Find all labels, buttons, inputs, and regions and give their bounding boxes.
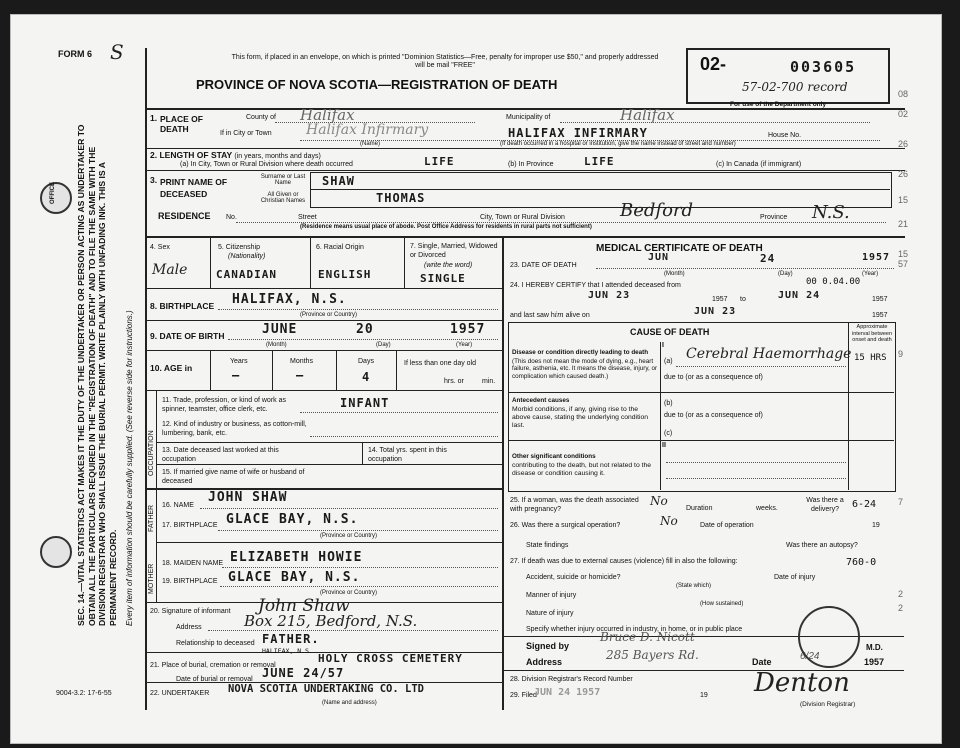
birthplace-caption: (Province or Country)	[300, 312, 358, 318]
q21-label: 21. Place of burial, cremation or removal	[150, 662, 276, 669]
address-line	[208, 630, 498, 631]
margin-mark: 15	[898, 249, 909, 259]
age-years-label: Years	[230, 358, 248, 365]
q18-line	[222, 567, 498, 568]
residence-province-value: N.S.	[812, 202, 850, 223]
last-saw-label	[510, 312, 590, 319]
death-day: 24	[760, 252, 776, 265]
burial-date-label: Date of burial or removal	[176, 676, 253, 683]
other-line-2	[666, 478, 846, 479]
relationship-value: FATHER.	[262, 632, 320, 646]
q15-label: 15. If married give name of wife or husband of deceased	[162, 469, 305, 485]
name-grid-mid	[310, 189, 890, 190]
age-div-3	[336, 350, 337, 390]
rule-7	[145, 350, 502, 351]
q26-label: 26. Was there a surgical operation?	[510, 522, 621, 529]
part-1: I	[662, 342, 664, 349]
mother-side-text: MOTHER	[148, 563, 155, 594]
side-instructions-2-text: Every item of information should be carefully supplied. (See reverse side for instructions.)	[125, 310, 134, 626]
weeks-label: weeks.	[756, 505, 778, 512]
age-months-label: Months	[290, 358, 313, 365]
sex-value: Male	[152, 262, 188, 278]
stay-sub: (in years, months and days)	[234, 153, 321, 160]
informant-address: Box 215, Bedford, N.S.	[244, 612, 418, 630]
q23-label: 23. DATE OF DEATH	[510, 262, 577, 269]
q25-label: 25. If a woman, was the death associated with pregnancy?	[510, 497, 639, 513]
municipality-label: Municipality of	[506, 114, 551, 121]
cause-label-div	[660, 342, 661, 490]
rule-8	[145, 390, 502, 391]
last-saw-prefix: and last saw h	[510, 312, 555, 319]
q19-label: 19. BIRTHPLACE	[162, 578, 218, 585]
death-month-caption: (Month)	[664, 271, 685, 277]
q11-label: 11. Trade, profession, or kind of work as spinner, teamster, office clerk, etc.	[162, 397, 286, 413]
birthplace-value: HALIFAX, N.S.	[232, 292, 347, 307]
father-province-caption: (Province or Country)	[320, 533, 378, 539]
q24-label: 24. I HEREBY CERTIFY that I attended deceased from	[510, 282, 681, 289]
cause-rule-1	[508, 392, 894, 393]
father-side-text: FATHER	[148, 504, 155, 532]
death-day-caption: (Day)	[778, 271, 793, 277]
birthplace-line	[218, 309, 498, 310]
age-days: 4	[362, 370, 371, 384]
death-year: 1957	[862, 252, 891, 263]
manner-label: Manner of injury	[526, 592, 577, 599]
other-label: Other significant conditions	[512, 453, 596, 460]
surgical-value: No	[660, 514, 678, 528]
informant-address-label: Address	[176, 624, 202, 631]
margin-mark: 26	[898, 169, 909, 179]
form-code: 9004-3.2: 17-6-55	[56, 690, 112, 697]
dob-day-caption: (Day)	[376, 342, 391, 348]
physician-address: 285 Bayers Rd.	[606, 648, 699, 662]
institution-caption: (If death occurred in a hospital or institution, give the name instead of street and number)	[500, 141, 736, 147]
delivery-label: Was there a delivery?	[806, 497, 844, 513]
sig-date-label: Date	[752, 657, 772, 667]
mailing-notice: This form, if placed in an envelope, on which is printed "Dominion Statistics—Free, penalty for improper use $50," and properly addressed will be mail "FREE"	[231, 54, 659, 69]
marital-sub: (write the word)	[424, 262, 473, 269]
last-saw-date: JUN 23	[694, 306, 737, 317]
to-date: JUN 24	[778, 290, 821, 301]
cause-title: CAUSE OF DEATH	[630, 327, 710, 337]
registration-number: 003605	[790, 58, 857, 76]
cause-a-line	[676, 366, 846, 367]
municipality-line	[560, 122, 870, 123]
margin-mark: 7	[898, 497, 904, 507]
margin-mark: 9	[898, 349, 904, 359]
binder-hole-top	[40, 182, 72, 214]
stay-a-label: (a) In City, Town or Rural Division where death occurred	[180, 161, 353, 168]
mother-side-label	[146, 564, 157, 594]
age-months: —	[296, 368, 305, 382]
rule-3	[145, 170, 905, 171]
margin-mark: 57	[898, 259, 909, 269]
given-value: THOMAS	[376, 191, 426, 205]
citizenship-value: CANADIAN	[216, 268, 277, 281]
margin-mark: 2	[898, 603, 904, 613]
delivery-value: 6-24	[852, 499, 877, 510]
q27-label: 27. If death was due to external causes (violence) fill in also the following:	[510, 558, 738, 565]
dob-year: 1957	[450, 322, 486, 337]
citizenship-sub: (Nationality)	[228, 253, 266, 260]
operation-year: 19	[872, 522, 880, 529]
place-label: PLACE OF DEATH	[160, 114, 203, 134]
q16-label: 16. NAME	[162, 502, 194, 509]
rule-4	[145, 236, 905, 238]
margin-mark: 02	[898, 109, 909, 119]
last-saw-suffix: im	[554, 311, 564, 319]
residence-city-value: Bedford	[620, 200, 694, 221]
q12-label: 12. Kind of industry or business, as cotton-mill, lumbering, bank, etc.	[162, 421, 307, 437]
margin-mark: 08	[898, 89, 909, 99]
part-2: II	[662, 442, 666, 449]
dob-year-caption: (Year)	[456, 342, 473, 348]
deceased-label: PRINT NAME OF DECEASED	[160, 177, 228, 199]
sig-date: 6/24	[800, 651, 820, 662]
margin-mark: 15	[898, 195, 909, 205]
state-findings-label: State findings	[526, 542, 569, 549]
antecedent-note: Morbid conditions, if any, giving rise to the above cause, stating the underlying condition last.	[512, 406, 649, 429]
q14-label: 14. Total yrs. spent in this occupation	[368, 447, 447, 463]
undertaker-name: NOVA SCOTIA UNDERTAKING CO. LTD	[228, 683, 424, 695]
undertaker-caption: (Name and address)	[322, 700, 377, 706]
given-label: All Given or Christian Names	[260, 192, 306, 204]
q22-label: 22. UNDERTAKER	[150, 690, 210, 697]
county-label: County of	[246, 114, 276, 121]
margin-mark: 2	[898, 589, 904, 599]
sex-label: 4. Sex	[150, 244, 170, 251]
margin-mark: 21	[898, 219, 909, 229]
rule-1	[145, 108, 905, 110]
death-line	[596, 268, 894, 269]
rule-10	[156, 464, 502, 465]
binder-hole-bottom	[40, 536, 72, 568]
nature-label: Nature of injury	[526, 610, 574, 617]
pregnancy-value: No	[650, 494, 668, 508]
city-value: Halifax Infirmary	[306, 122, 429, 138]
interval-header: Approximate interval between onset and death	[851, 324, 893, 343]
side-instructions-text: SEC. 14.—VITAL STATISTICS ACT MAKES IT THE DUTY OF THE UNDERTAKER OR PERSON ACTING AS UNDERTAKER TO OBTAIN ALL THE PARTICULARS REQUIRED IN THE "REGISTRATION OF DEATH" AND TO FILE THE SAME WITH THE DIVISION REGISTRAR WHO SHALL ISSUE THE BURIAL PERMIT. WRITE PLAINLY WITH UNFADING INK. THIS IS A PERMANENT RECORD.	[76, 124, 118, 626]
cause-rule-2	[508, 440, 894, 441]
father-name: JOHN SHAW	[208, 490, 288, 505]
burial-place: HOLY CROSS CEMETERY	[318, 652, 463, 665]
age-years: —	[232, 368, 241, 382]
immediate-note: (This does not mean the mode of dying, e.g., heart failure, asthenia, etc. It means the disease, injury, or complication which caused death.)	[512, 358, 658, 380]
rule-12	[156, 542, 502, 543]
residence-caption: (Residence means usual place of abode. Post Office Address for residents in rural parts not sufficient)	[300, 224, 592, 230]
time-hw: 00 0.04.00	[806, 277, 861, 287]
md-label: M.D.	[866, 643, 883, 652]
q16-line	[200, 508, 498, 509]
cause-a-label: (a)	[664, 358, 673, 365]
stay-label	[150, 151, 321, 160]
dob-month: JUNE	[262, 322, 298, 337]
father-birthplace: GLACE BAY, N.S.	[226, 512, 359, 527]
circular-stamp	[798, 606, 860, 668]
age-hrs-label: hrs. or	[444, 378, 464, 385]
p-div-1	[210, 236, 211, 288]
age-div-4	[396, 350, 397, 390]
department-use-note: For use of the Department only	[730, 101, 827, 108]
duration-label: Duration	[686, 505, 713, 512]
q20-label: 20. Signature of informant	[150, 608, 231, 615]
sig-year: 1957	[864, 657, 885, 667]
residence-line	[236, 222, 886, 223]
city-label: If in City or Town	[220, 130, 272, 137]
q12-line	[310, 436, 498, 437]
rule-6	[145, 320, 502, 321]
municipality-value: Halifax	[620, 106, 675, 124]
office-stamp: OFFICE	[50, 182, 56, 204]
age-less-label: If less than one day old	[404, 360, 476, 367]
occupation-side-text: OCCUPATION	[148, 430, 155, 476]
racial-value: ENGLISH	[318, 268, 372, 281]
surname-value: SHAW	[322, 174, 355, 188]
marital-value: SINGLE	[420, 272, 466, 285]
surname-label: Surname or Last Name	[260, 174, 306, 186]
from-year: 1957	[712, 296, 728, 303]
side-instructions-2	[124, 310, 135, 626]
death-month: JUN	[648, 252, 670, 263]
dob-label: 9. DATE OF BIRTH	[150, 331, 225, 341]
age-div-2	[272, 350, 273, 390]
accident-label: Accident, suicide or homicide?	[526, 574, 621, 581]
q11-value: INFANT	[340, 396, 390, 410]
county-value: Halifax	[300, 106, 355, 124]
age-div-1	[210, 350, 211, 390]
residence-label: RESIDENCE	[158, 211, 211, 221]
injury-date-label: Date of injury	[774, 574, 816, 581]
death-year-caption: (Year)	[862, 271, 879, 277]
deceased-num: 3.	[150, 175, 158, 185]
autopsy-label: Was there an autopsy?	[786, 542, 858, 549]
form-number-mark: S	[110, 40, 124, 64]
operation-date-label: Date of operation	[700, 522, 754, 529]
age-label: 10. AGE in	[150, 363, 193, 373]
stay-title: LENGTH OF STAY	[159, 150, 233, 160]
state-which-caption: (State which)	[676, 583, 712, 589]
cause-b-label: (b)	[664, 400, 673, 407]
column-divider	[502, 236, 504, 710]
p-div-2	[310, 236, 311, 288]
dob-day: 20	[356, 322, 374, 337]
occupation-side-label	[146, 430, 157, 476]
immediate-label: Disease or condition directly leading to death	[512, 349, 649, 356]
how-sustained-caption: (How sustained)	[700, 601, 744, 607]
due-to-1: due to (or as a consequence of)	[664, 374, 763, 381]
q17-label: 17. BIRTHPLACE	[162, 522, 218, 529]
filed-year: 19	[700, 692, 708, 699]
burial-date: JUNE 24/57	[262, 666, 345, 680]
mother-name: ELIZABETH HOWIE	[230, 550, 363, 565]
residence-street-label: Street	[298, 214, 317, 221]
q13-label: 13. Date deceased last worked at this occupation	[162, 447, 279, 463]
dob-month-caption: (Month)	[266, 342, 287, 348]
mother-province-caption: (Province or Country)	[320, 590, 378, 596]
external-code: 760-0	[846, 557, 877, 568]
marital-label: 7. Single, Married, Widowed or Divorced	[410, 243, 498, 259]
occ-div	[362, 442, 363, 464]
mother-birthplace: GLACE BAY, N.S.	[228, 570, 361, 585]
house-label: House No.	[768, 132, 802, 139]
from-date: JUN 23	[588, 290, 631, 301]
side-instructions	[76, 116, 118, 626]
to-label: to	[740, 296, 746, 303]
specify-label: Specify whether injury occurred in industry, in home, or in public place	[526, 626, 743, 633]
filed-stamp: JUN 24 1957	[534, 687, 601, 698]
medical-title: MEDICAL CERTIFICATE OF DEATH	[596, 243, 763, 254]
residence-no-label: No.	[226, 214, 237, 221]
last-saw-year: 1957	[872, 312, 888, 319]
stay-b-value: LIFE	[584, 155, 615, 168]
registration-handwritten: 57-02-700 record	[742, 80, 848, 94]
q28-label: 28. Division Registrar's Record Number	[510, 676, 633, 683]
signed-label: Signed by	[526, 641, 570, 651]
rule-2	[145, 148, 905, 149]
other-line-1	[666, 462, 846, 463]
physician-address-label: Address	[526, 657, 563, 667]
cause-a: Cerebral Haemorrhage	[686, 346, 852, 362]
informant-signature: John Shaw	[258, 596, 350, 616]
registrar-caption: (Division Registrar)	[800, 701, 856, 708]
form-title: PROVINCE OF NOVA SCOTIA—REGISTRATION OF DEATH	[196, 77, 558, 92]
antecedent-label: Antecedent causes	[512, 397, 570, 404]
physician-signature: Bruce D. Nicott	[600, 630, 695, 644]
rule-5	[145, 288, 502, 289]
p-div-3	[404, 236, 405, 288]
citizenship-label: 5. Citizenship	[218, 244, 261, 251]
stay-a-value: LIFE	[424, 155, 455, 168]
margin-marks	[898, 70, 918, 670]
rule-9	[156, 442, 502, 443]
q11-line	[300, 412, 498, 413]
margin-mark: 26	[898, 139, 909, 149]
registrar-signature: Denton	[754, 668, 850, 698]
stay-num: 2.	[150, 150, 158, 160]
stay-b-label: (b) In Province	[508, 161, 554, 168]
to-year: 1957	[872, 296, 888, 303]
q19-line	[220, 586, 498, 587]
cause-c-label: (c)	[664, 430, 673, 437]
residence-city-label: City, Town or Rural Division	[480, 214, 565, 221]
q18-label: 18. MAIDEN NAME	[162, 560, 224, 567]
relationship-label: Relationship to deceased	[176, 640, 255, 647]
burial-small: HALIFAX, N.S.	[262, 647, 313, 655]
other-note: contributing to the death, but not related to the disease or condition causing it.	[512, 462, 652, 477]
q29-label: 29. Filed	[510, 692, 537, 699]
place-num: 1.	[150, 113, 158, 123]
dob-line	[228, 339, 498, 340]
father-side-label	[146, 505, 157, 532]
due-to-2: due to (or as a consequence of)	[664, 412, 763, 419]
city-line	[300, 140, 880, 141]
name-caption: (Name)	[360, 141, 381, 147]
alive-label: alive on	[565, 312, 590, 319]
q17-line	[218, 530, 498, 531]
racial-label: 6. Racial Origin	[316, 244, 364, 251]
stay-c-label: (c) In Canada (if immigrant)	[716, 161, 802, 168]
interval-a: 15 HRS	[854, 353, 887, 363]
registration-prefix: 02-	[700, 54, 727, 74]
birthplace-label: 8. BIRTHPLACE	[150, 301, 215, 311]
age-min-label: min.	[482, 378, 496, 385]
rule-11	[145, 488, 502, 490]
age-days-label: Days	[358, 358, 374, 365]
form-number: FORM 6	[58, 49, 93, 59]
institution-value: HALIFAX INFIRMARY	[508, 126, 648, 140]
residence-province-label: Province	[760, 214, 788, 221]
